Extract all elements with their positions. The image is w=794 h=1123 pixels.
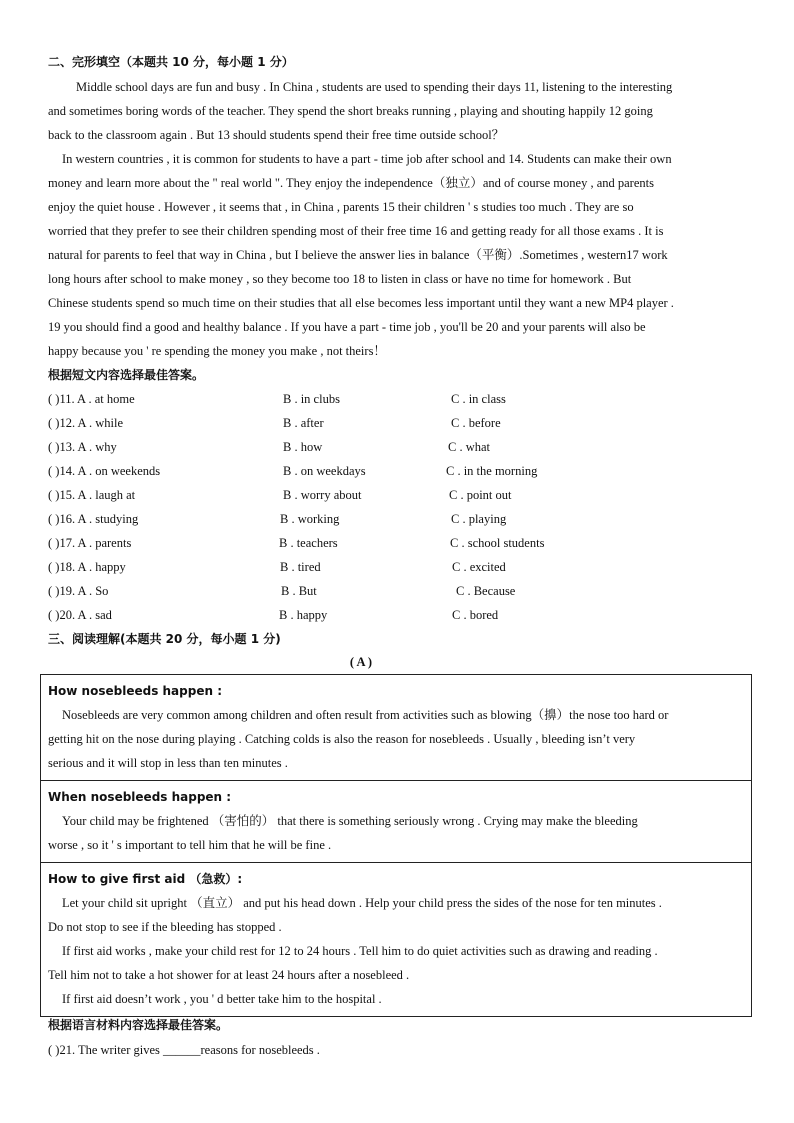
- option-a: ( )11. A . at home: [48, 392, 135, 406]
- box-section-when-happen: [41, 781, 751, 863]
- passage-line: and sometimes boring words of the teacher. They spend the short breaks running , playing and shouting happily 12 going: [48, 104, 653, 118]
- passage-line: back to the classroom again . But 13 should students spend their free time outside school？: [48, 128, 505, 142]
- option-c: C . playing: [451, 512, 507, 526]
- option-a: ( )18. A . happy: [48, 560, 126, 574]
- option-b: B . working: [280, 512, 340, 526]
- box-line: worse , so it ' s important to tell him that he will be fine .: [48, 838, 332, 852]
- box-section-title: How to give first aid （急救）:: [48, 872, 243, 886]
- option-a: ( )20. A . sad: [48, 608, 112, 622]
- option-b: B . teachers: [279, 536, 338, 550]
- passage-line: enjoy the quiet house . However , it seems that , in China , parents 15 their children ' s studies too much . They are so: [48, 200, 634, 214]
- passage-line: natural for parents to feel that way in China , but I believe the answer lies in balance（平衡）.Sometimes , western17 work: [48, 248, 668, 262]
- box-line: Let your child sit upright （直立） and put his head down . Help your child press the sides of the nose for ten minutes .: [62, 896, 662, 910]
- passage-line: worried that they prefer to see their children spending most of their free time 16 and getting ready for all those exams . It is: [48, 224, 664, 238]
- section3-instruction: 根据语言材料内容选择最佳答案。: [48, 1018, 229, 1032]
- section2-instruction: 根据短文内容选择最佳答案。: [48, 368, 205, 382]
- option-b: B . But: [281, 584, 317, 598]
- option-c: C . Because: [456, 584, 516, 598]
- passage-line: In western countries , it is common for students to have a part - time job after school and 14. Students can make their own: [62, 152, 672, 166]
- option-b: B . worry about: [283, 488, 362, 502]
- passage-line: money and learn more about the " real world ". They enjoy the independence（独立）and of course money , and parents: [48, 176, 654, 190]
- option-c: C . in class: [451, 392, 506, 406]
- option-c: C . point out: [449, 488, 512, 502]
- passage-line: Middle school days are fun and busy . In China , students are used to spending their days 11, listening to the interesting: [76, 80, 673, 94]
- option-b: B . in clubs: [283, 392, 340, 406]
- option-c: C . school students: [450, 536, 545, 550]
- option-c: C . before: [451, 416, 501, 430]
- box-line: Your child may be frightened （害怕的） that there is something seriously wrong . Crying may make the bleeding: [62, 814, 638, 828]
- option-a: ( )12. A . while: [48, 416, 123, 430]
- passage-line: happy because you ' re spending the money you make , not theirs！: [48, 344, 386, 358]
- box-line: If first aid works , make your child rest for 12 to 24 hours . Tell him to do quiet activities such as drawing and reading .: [62, 944, 658, 958]
- box-line: Do not stop to see if the bleeding has stopped .: [48, 920, 282, 934]
- question-21: ( )21. The writer gives ______reasons for nosebleeds .: [48, 1043, 320, 1057]
- box-line: getting hit on the nose during playing . Catching colds is also the reason for nosebleeds . Usually , bleeding isn’t very: [48, 732, 636, 746]
- passage-line: 19 you should find a good and healthy balance . If you have a part - time job , you'll be 20 and your parents will also be: [48, 320, 646, 334]
- option-c: C . excited: [452, 560, 506, 574]
- option-c: C . what: [448, 440, 491, 454]
- option-b: B . after: [283, 416, 324, 430]
- box-section-title: How nosebleeds happen :: [48, 684, 222, 698]
- option-a: ( )15. A . laugh at: [48, 488, 136, 502]
- box-line: Tell him not to take a hot shower for at least 24 hours after a nosebleed .: [48, 968, 410, 982]
- option-a: ( )14. A . on weekends: [48, 464, 161, 478]
- option-a: ( )16. A . studying: [48, 512, 139, 526]
- section2-heading: 二、完形填空（本题共 10 分，每小题 1 分）: [48, 55, 294, 69]
- option-a: ( )17. A . parents: [48, 536, 132, 550]
- box-section-first-aid: [41, 863, 751, 1016]
- box-line: If first aid doesn’t work , you ' d better take him to the hospital .: [62, 992, 382, 1006]
- option-c: C . in the morning: [446, 464, 538, 478]
- passage-line: Chinese students spend so much time on their studies that all else becomes less important until they want a new MP4 player .: [48, 296, 674, 310]
- option-b: B . happy: [279, 608, 328, 622]
- option-a: ( )13. A . why: [48, 440, 117, 454]
- option-b: B . tired: [280, 560, 321, 574]
- part-label: ( A ): [349, 655, 373, 669]
- option-c: C . bored: [452, 608, 499, 622]
- option-b: B . on weekdays: [283, 464, 366, 478]
- reading-box: [40, 674, 752, 1017]
- box-section-title: When nosebleeds happen :: [48, 790, 232, 804]
- box-section-how-happen: [41, 675, 751, 781]
- option-a: ( )19. A . So: [48, 584, 109, 598]
- passage-line: long hours after school to make money , so they become too 18 to listen in class or have no time for homework . But: [48, 272, 632, 286]
- box-line: Nosebleeds are very common among children and often result from activities such as blowing（擤）the nose too hard or: [62, 708, 669, 722]
- option-b: B . how: [283, 440, 323, 454]
- section3-heading: 三、阅读理解(本题共 20 分，每小题 1 分): [48, 632, 281, 646]
- box-line: serious and it will stop in less than ten minutes .: [48, 756, 288, 770]
